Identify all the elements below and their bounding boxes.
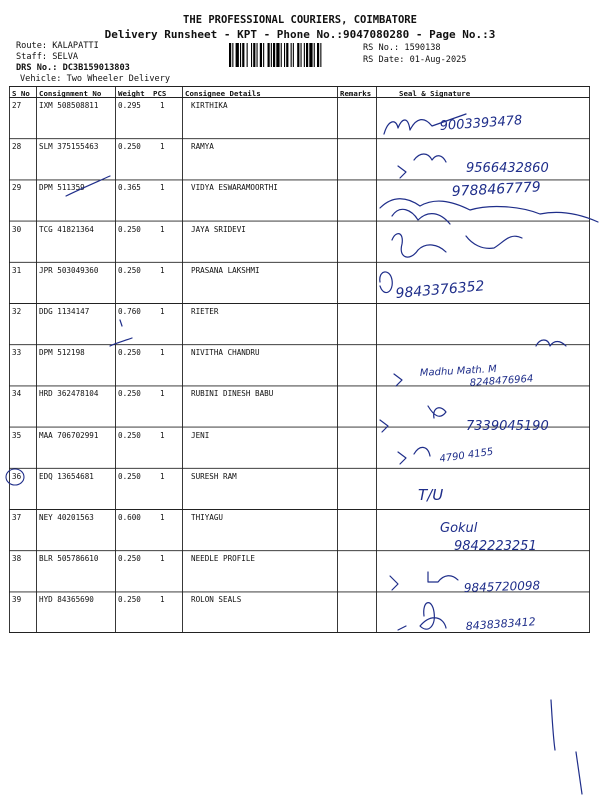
cell-weight: 0.250 bbox=[118, 430, 141, 440]
cell-pcs: 1 bbox=[160, 554, 165, 564]
table-grid bbox=[9, 86, 590, 633]
hw-phone-29: 9788467779 bbox=[451, 179, 542, 200]
cell-pcs: 1 bbox=[160, 513, 165, 522]
cell-consignment: MAA 706702991 bbox=[39, 430, 99, 440]
col-header-seal: Seal & Signature bbox=[399, 89, 471, 98]
cell-consignee: RAMYA bbox=[191, 142, 214, 152]
cell-sno: 36 bbox=[12, 471, 22, 481]
cell-weight: 0.295 bbox=[118, 101, 141, 110]
route-label: Route: KALAPATTI bbox=[16, 41, 99, 51]
runsheet-subtitle: Delivery Runsheet - KPT - Phone No.:9047080280 - Page No.:3 bbox=[104, 28, 496, 41]
hw-phone-39: 8438383412 bbox=[465, 615, 537, 633]
cell-consignee: VIDYA ESWARAMOORTHI bbox=[191, 183, 278, 193]
cell-sno: 28 bbox=[12, 142, 22, 152]
cell-weight: 0.250 bbox=[118, 389, 141, 399]
cell-consignment: DPM 512198 bbox=[39, 348, 85, 358]
col-header-weight: Weight bbox=[118, 89, 145, 98]
cell-weight: 0.250 bbox=[118, 142, 141, 152]
cell-sno: 32 bbox=[12, 307, 22, 316]
cell-consignment: NEY 40201563 bbox=[39, 513, 94, 522]
cell-consignee: NIVITHA CHANDRU bbox=[191, 348, 260, 358]
cell-weight: 0.250 bbox=[118, 595, 141, 605]
cell-pcs: 1 bbox=[160, 595, 165, 605]
delivery-table bbox=[9, 86, 590, 633]
drs-label: DRS No.: DC3B159013803 bbox=[16, 63, 130, 73]
cell-weight: 0.365 bbox=[118, 183, 141, 193]
cell-consignee: PRASANA LAKSHMI bbox=[191, 265, 260, 275]
cell-consignment: TCG 41821364 bbox=[39, 224, 94, 234]
cell-weight: 0.600 bbox=[118, 513, 141, 522]
cell-weight: 0.250 bbox=[118, 265, 141, 275]
col-header-consignee: Consignee Details bbox=[185, 89, 261, 98]
cell-consignment: HYD 84365690 bbox=[39, 595, 94, 605]
cell-pcs: 1 bbox=[160, 348, 165, 358]
cell-consignee: SURESH RAM bbox=[191, 471, 237, 481]
cell-pcs: 1 bbox=[160, 224, 165, 234]
cell-consignment: JPR 503049360 bbox=[39, 265, 99, 275]
cell-sno: 35 bbox=[12, 430, 22, 440]
cell-pcs: 1 bbox=[160, 142, 165, 152]
col-header-remarks: Remarks bbox=[340, 89, 372, 98]
hw-name-37: Gokul bbox=[440, 521, 478, 536]
cell-consignee: NEEDLE PROFILE bbox=[191, 554, 256, 564]
cell-consignee: THIYAGU bbox=[191, 513, 224, 522]
cell-pcs: 1 bbox=[160, 265, 165, 275]
cell-sno: 34 bbox=[12, 389, 22, 399]
cell-sno: 29 bbox=[12, 183, 22, 193]
staff-label: Staff: SELVA bbox=[16, 52, 79, 62]
cell-pcs: 1 bbox=[160, 101, 165, 110]
hw-phone-31: 9843376352 bbox=[394, 278, 486, 302]
cell-consignee: RIETER bbox=[191, 307, 219, 316]
cell-sno: 38 bbox=[12, 554, 22, 564]
stray-pen-line bbox=[576, 752, 582, 794]
cell-consignment: DDG 1134147 bbox=[39, 307, 90, 316]
col-header-pcs: PCS bbox=[153, 89, 167, 98]
cell-consignee: ROLON SEALS bbox=[191, 595, 242, 605]
hw-phone-38: 9845720098 bbox=[463, 578, 541, 595]
hw-phone-37: 9842223251 bbox=[454, 539, 537, 554]
cell-sno: 33 bbox=[12, 348, 22, 358]
cell-consignee: JAYA SRIDEVI bbox=[191, 224, 246, 234]
rs-date: RS Date: 01-Aug-2025 bbox=[363, 55, 467, 65]
col-header-consignment: Consignment No bbox=[39, 89, 102, 98]
cell-sno: 27 bbox=[12, 101, 22, 110]
stray-pen-line bbox=[551, 700, 555, 750]
cell-pcs: 1 bbox=[160, 430, 165, 440]
hw-phone-35: 4790 4155 bbox=[438, 446, 494, 465]
vehicle-label: Vehicle: Two Wheeler Delivery bbox=[20, 74, 171, 84]
cell-pcs: 1 bbox=[160, 389, 165, 399]
cell-weight: 0.760 bbox=[118, 307, 141, 316]
cell-sno: 31 bbox=[12, 265, 22, 275]
company-title: THE PROFESSIONAL COURIERS, COIMBATORE bbox=[183, 14, 417, 26]
hw-phone-33: 8248476964 bbox=[469, 373, 534, 389]
cell-sno: 37 bbox=[12, 513, 22, 522]
cell-pcs: 1 bbox=[160, 183, 165, 193]
cell-consignment: HRD 362478104 bbox=[39, 389, 99, 399]
cell-consignment: EDQ 13654681 bbox=[39, 471, 94, 481]
cell-pcs: 1 bbox=[160, 471, 165, 481]
rs-number: RS No.: 1590138 bbox=[363, 43, 441, 53]
hw-note-36: T/U bbox=[418, 486, 444, 504]
cell-weight: 0.250 bbox=[118, 348, 141, 358]
cell-weight: 0.250 bbox=[118, 471, 141, 481]
barcode-icon bbox=[229, 43, 357, 67]
cell-consignment: BLR 505786610 bbox=[39, 554, 99, 564]
hw-phone-27: 9003393478 bbox=[439, 113, 523, 134]
cell-consignment: DPM 511359 bbox=[39, 183, 85, 193]
cell-consignment: IXM 508508811 bbox=[39, 101, 99, 110]
cell-weight: 0.250 bbox=[118, 224, 141, 234]
hw-phone-34: 7339045190 bbox=[466, 419, 549, 434]
hw-name-33: Madhu Math. M bbox=[419, 363, 498, 379]
cell-sno: 39 bbox=[12, 595, 22, 605]
cell-sno: 30 bbox=[12, 224, 22, 234]
cell-consignment: SLM 375155463 bbox=[39, 142, 99, 152]
cell-consignee: RUBINI DINESH BABU bbox=[191, 389, 274, 399]
cell-consignee: JENI bbox=[191, 430, 210, 440]
cell-pcs: 1 bbox=[160, 307, 165, 316]
cell-consignee: KIRTHIKA bbox=[191, 101, 228, 110]
cell-weight: 0.250 bbox=[118, 554, 141, 564]
hw-phone-28: 9566432860 bbox=[466, 161, 549, 176]
col-header-sno: S No bbox=[12, 89, 30, 98]
